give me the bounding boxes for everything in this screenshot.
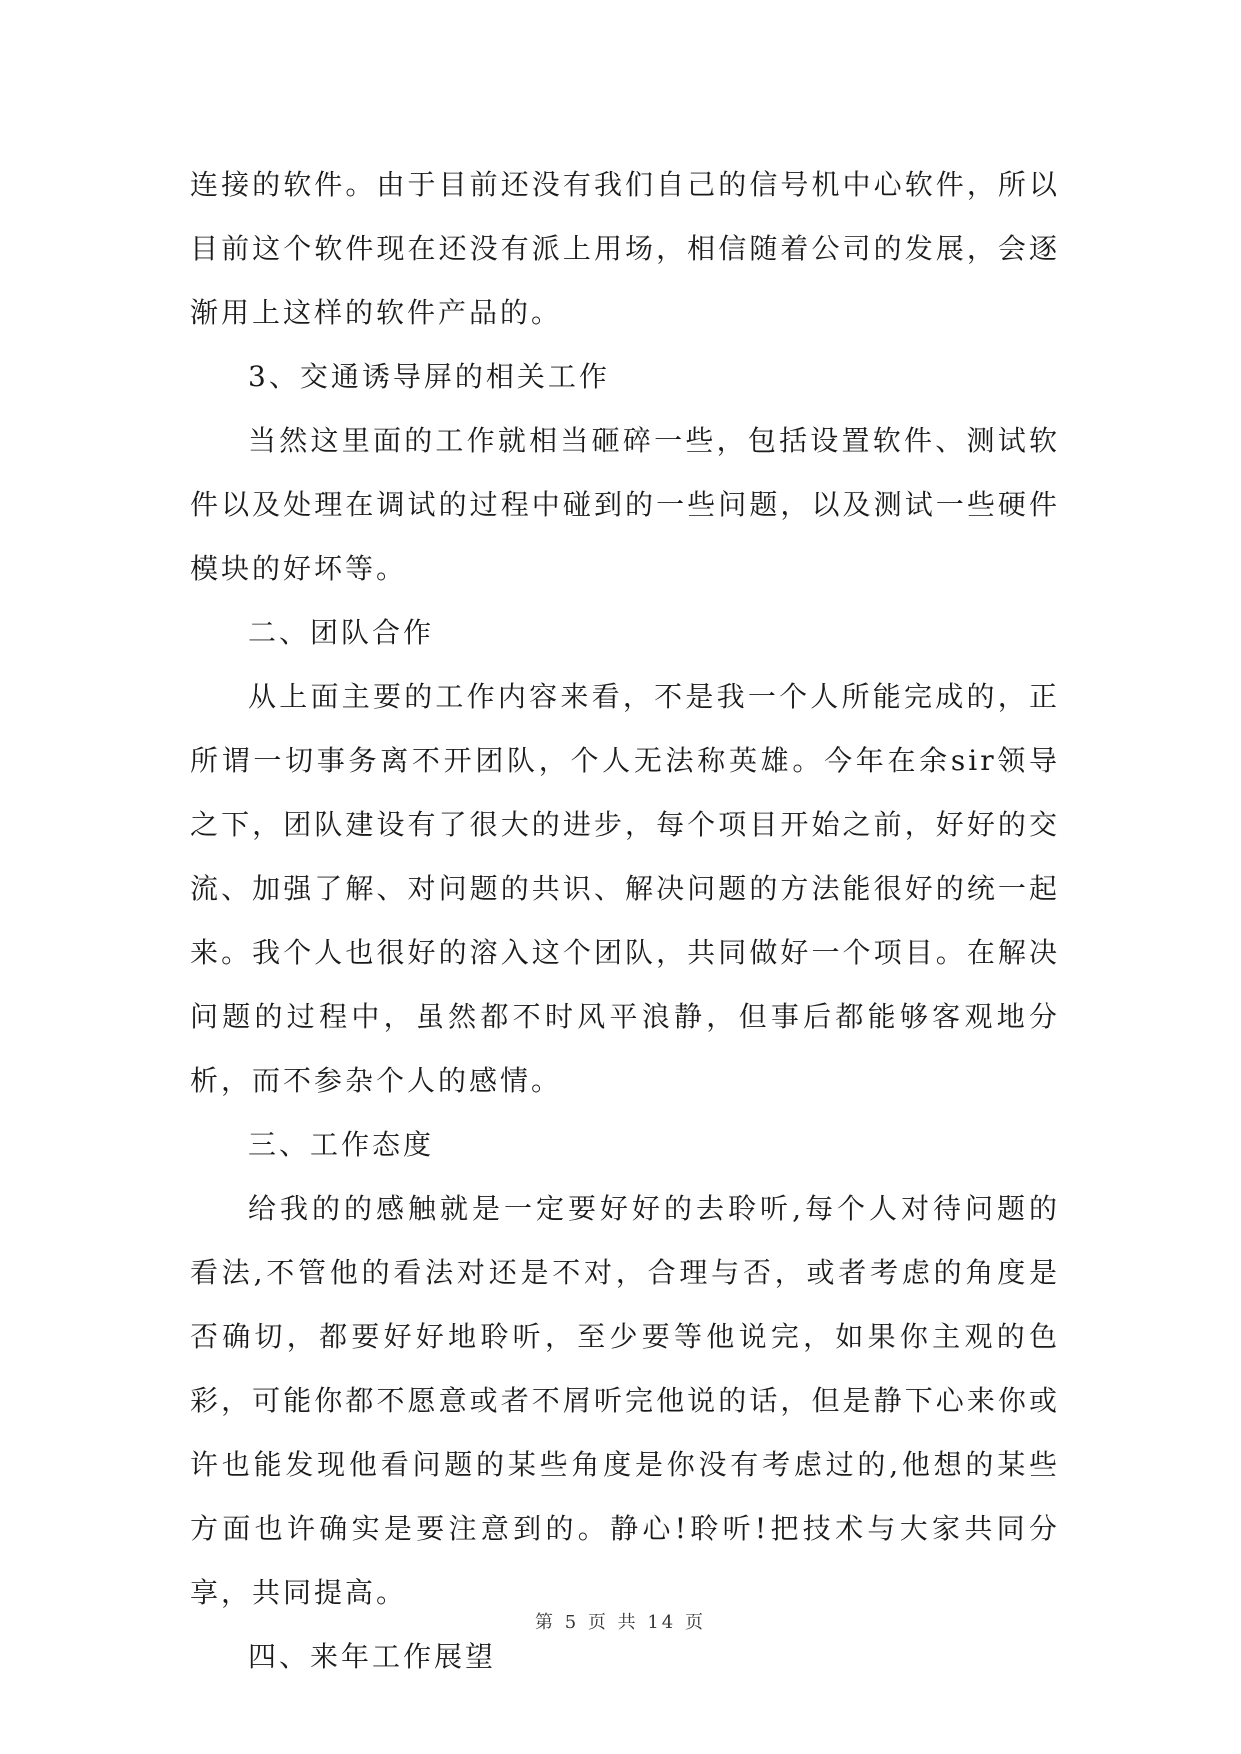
document-body (190, 153, 1060, 1689)
section-heading-next-year-outlook: 四、来年工作展望 (248, 1640, 497, 1673)
paragraph-work-attitude: 给我的的感触就是一定要好好的去聆听,每个人对待问题的看法,不管他的看法对还是不对，合理与否，或者考虑的角度是否确切，都要好好地聆听，至少要等他说完，如果你主观的色彩，可能你都不愿意或者不屑听完他说的话，但是静下心来你或许也能发现他看问题的某些角度是你没有考虑过的,他想的某些方面也许确实是要注意到的。静心!聆听!把技术与大家共同分享，共同提高。 (190, 1192, 1060, 1609)
section-heading-work-attitude: 三、工作态度 (248, 1128, 435, 1161)
section-heading-teamwork: 二、团队合作 (248, 616, 435, 649)
paragraph-traffic-screen-work: 当然这里面的工作就相当砸碎一些，包括设置软件、测试软件以及处理在调试的过程中碰到的一些问题，以及测试一些硬件模块的好坏等。 (190, 424, 1060, 585)
paragraph-teamwork: 从上面主要的工作内容来看，不是我一个人所能完成的，正所谓一切事务离不开团队，个人无法称英雄。今年在余sir领导之下，团队建设有了很大的进步，每个项目开始之前，好好的交流、加强了解、对问题的共识、解决问题的方法能很好的统一起来。我个人也很好的溶入这个团队，共同做好一个项目。在解决问题的过程中，虽然都不时风平浪静，但事后都能够客观地分析，而不参杂个人的感情。 (190, 680, 1060, 1097)
page-number-footer: 第 5 页 共 14 页 (535, 1612, 706, 1633)
section-heading-traffic-screen: 3、交通诱导屏的相关工作 (248, 360, 610, 393)
paragraph-continued: 连接的软件。由于目前还没有我们自己的信号机中心软件，所以目前这个软件现在还没有派上用场，相信随着公司的发展，会逐渐用上这样的软件产品的。 (190, 168, 1060, 329)
